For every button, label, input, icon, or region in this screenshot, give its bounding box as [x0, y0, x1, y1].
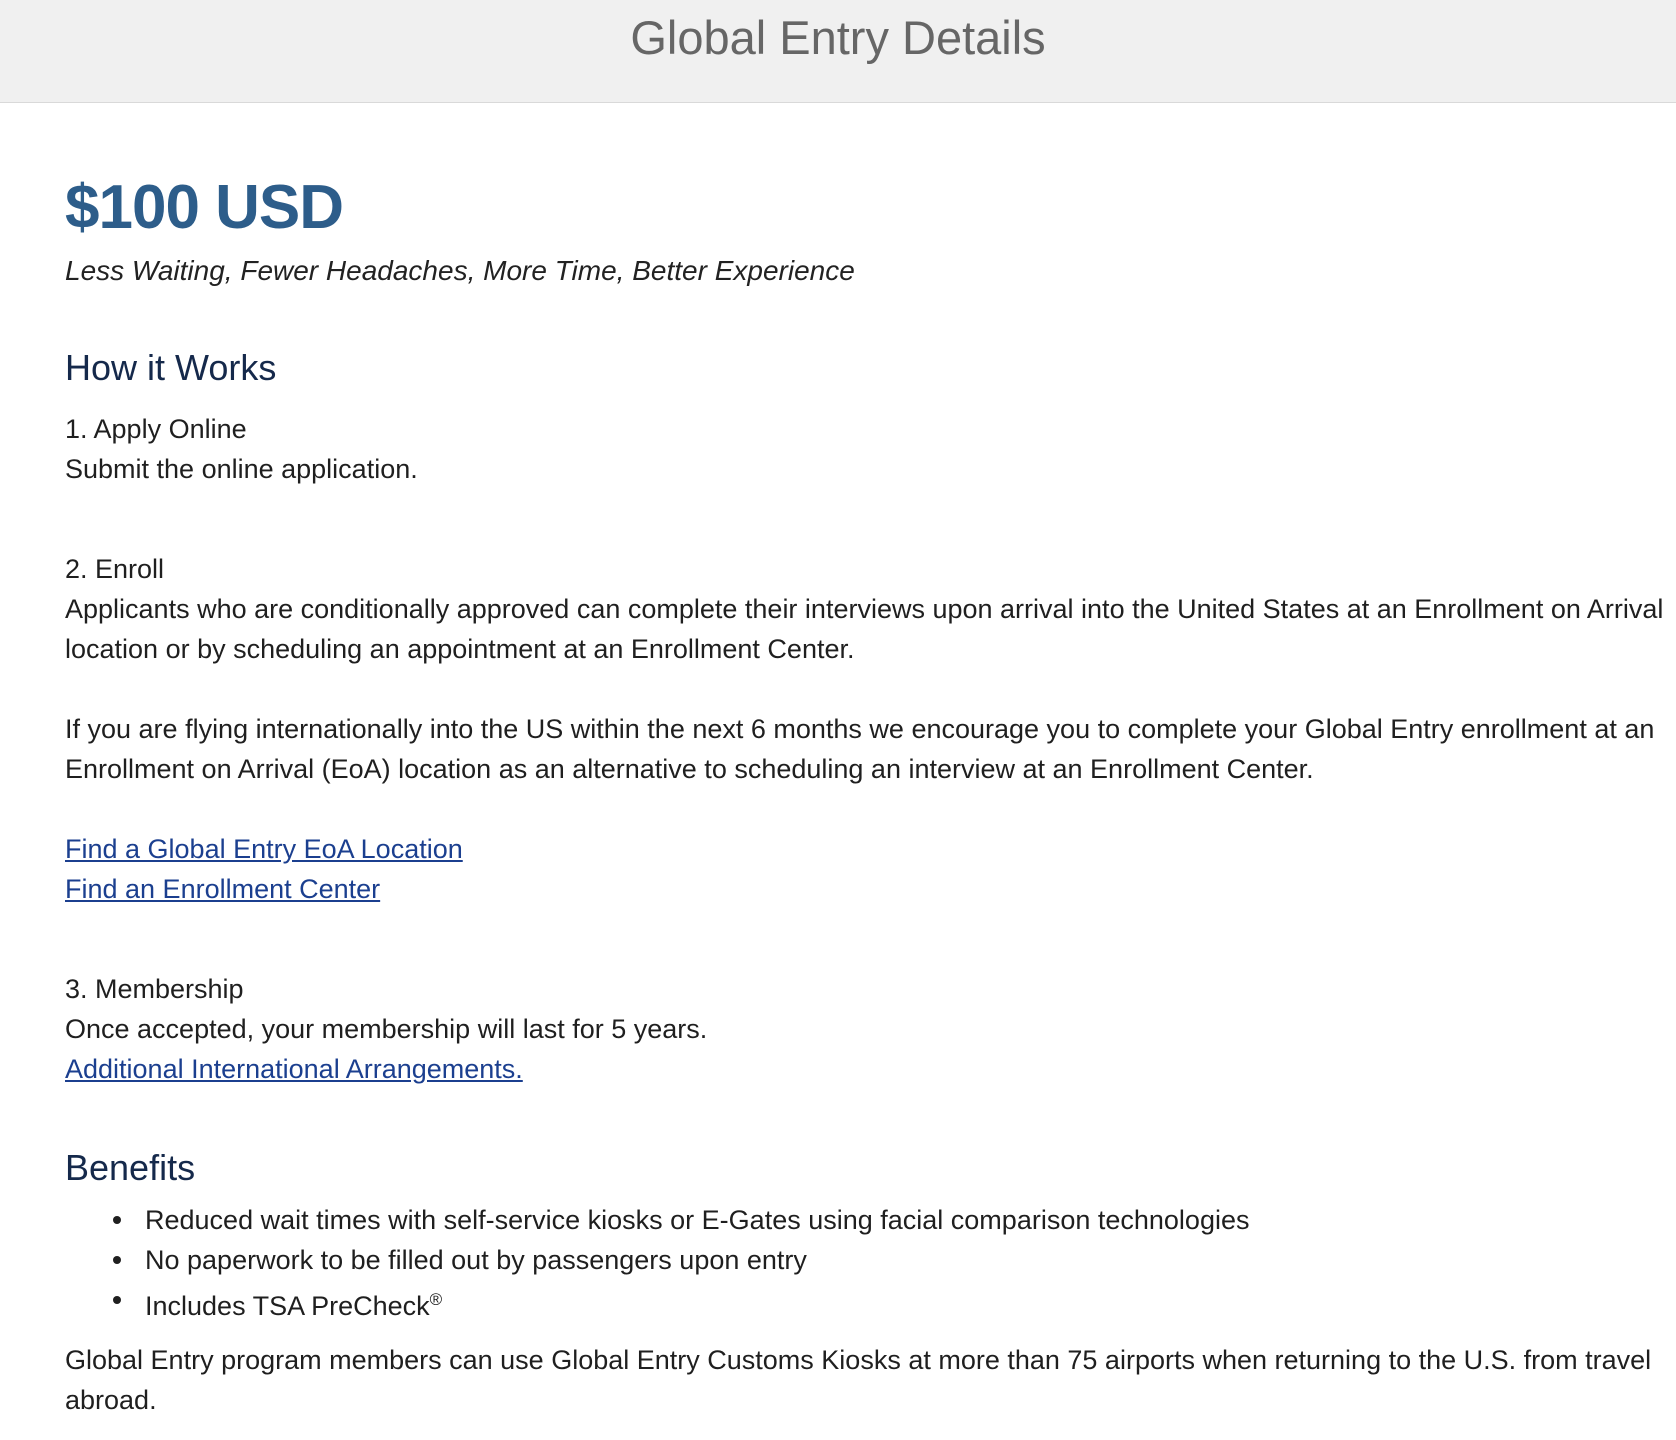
bullet-icon	[113, 1296, 121, 1304]
registered-mark: ®	[429, 1290, 443, 1309]
benefit-text: Includes TSA PreCheck	[145, 1291, 430, 1321]
find-eoa-location-link[interactable]: Find a Global Entry EoA Location	[65, 834, 463, 864]
page-header	[0, 0, 1676, 103]
find-enrollment-center-link[interactable]: Find an Enrollment Center	[65, 874, 381, 904]
bullet-icon	[113, 1216, 121, 1224]
step3-body: Once accepted, your membership will last for 5 years.	[65, 1014, 708, 1044]
benefit-text: Reduced wait times with self-service kiosks or E-Gates using facial comparison technologies	[145, 1205, 1250, 1235]
page-title: Global Entry Details	[630, 11, 1046, 64]
step2-body: Applicants who are conditionally approved can complete their interviews upon arrival into the United States at an Enrollment on Arrival location or by scheduling an appointment at an Enrollment Center.	[65, 594, 1664, 664]
step2-title: 2. Enroll	[65, 554, 165, 584]
benefits-heading: Benefits	[65, 1147, 196, 1188]
benefits-list	[65, 1200, 1249, 1326]
benefit-text: No paperwork to be filled out by passengers upon entry	[145, 1245, 807, 1275]
how-it-works-heading: How it Works	[65, 347, 277, 388]
step1-title: 1. Apply Online	[65, 414, 247, 444]
list-item	[145, 1200, 1249, 1240]
step3-title: 3. Membership	[65, 974, 244, 1004]
list-item	[145, 1280, 1249, 1326]
list-item	[145, 1240, 1249, 1280]
step1-body: Submit the online application.	[65, 454, 418, 484]
benefits-footer: Global Entry program members can use Global Entry Customs Kiosks at more than 75 airports when returning to the U.S. from travel abroad.	[65, 1345, 1652, 1415]
step2-note: If you are flying internationally into the US within the next 6 months we encourage you to complete your Global Entry enrollment at an Enrollment on Arrival (EoA) location as an alternative to scheduling an interview at an Enrollment Center.	[65, 714, 1655, 784]
bullet-icon	[113, 1256, 121, 1264]
tagline: Less Waiting, Fewer Headaches, More Time, Better Experience	[65, 255, 855, 286]
price: $100 USD	[65, 173, 344, 242]
additional-arrangements-link[interactable]: Additional International Arrangements.	[65, 1054, 523, 1084]
